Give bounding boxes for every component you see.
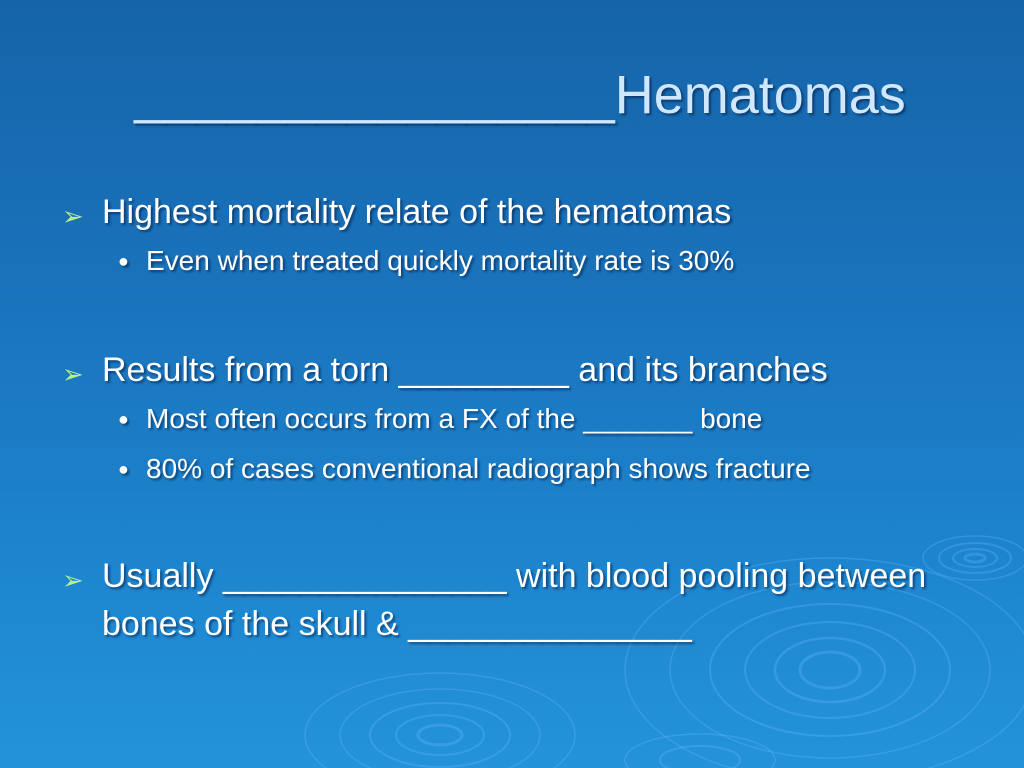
arrow-bullet-icon: ➢ <box>62 565 84 595</box>
sub-bullet-item <box>60 236 990 286</box>
sub-bullet-text: Even when treated quickly mortality rate is 30% <box>146 245 735 276</box>
dot-bullet-icon: ● <box>118 409 129 429</box>
arrow-bullet-icon: ➢ <box>62 359 84 389</box>
slide-title: ________________Hematomas <box>134 65 906 125</box>
bullet-item <box>60 552 972 648</box>
sub-bullet-text: Most often occurs from a FX of the _______ bone <box>146 403 763 434</box>
bullet-item <box>60 346 990 394</box>
arrow-bullet-icon: ➢ <box>62 201 84 231</box>
sub-bullet-item <box>60 444 990 494</box>
dot-bullet-icon: ● <box>118 251 129 271</box>
bullet-text: Usually _______________ with blood pooling between bones of the skull & _______________ <box>102 557 927 643</box>
dot-bullet-icon: ● <box>118 459 129 479</box>
slide-body <box>60 186 990 648</box>
bullet-text: Highest mortality relate of the hematomas <box>102 193 732 231</box>
sub-bullet-item <box>60 394 990 444</box>
bullet-item <box>60 188 990 236</box>
sub-bullet-text: 80% of cases conventional radiograph shows fracture <box>146 453 811 484</box>
bullet-text: Results from a torn _________ and its branches <box>102 351 828 389</box>
